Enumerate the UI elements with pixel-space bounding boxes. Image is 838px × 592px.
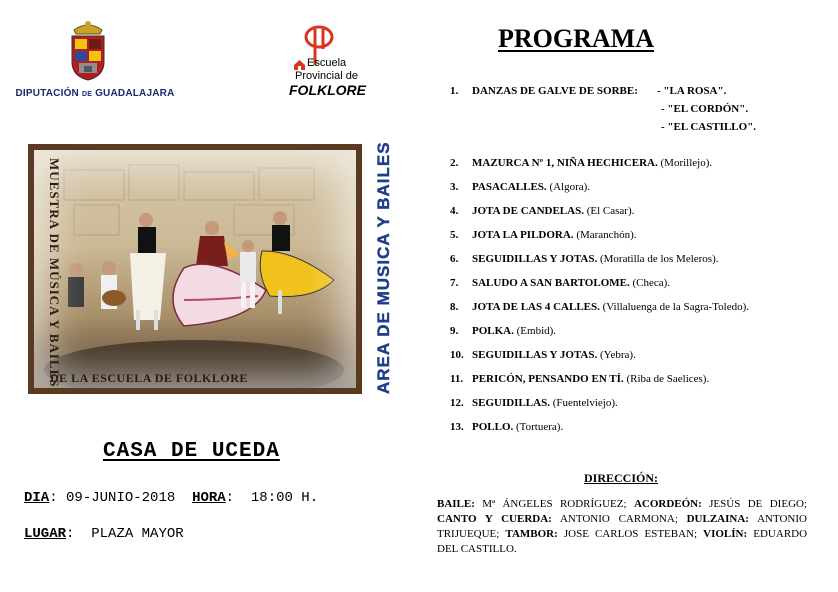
- program-item-title: POLLO.: [472, 421, 514, 433]
- program-item: [450, 373, 810, 387]
- program-item-text: [472, 277, 670, 289]
- programa-title: PROGRAMA: [498, 24, 654, 53]
- program-item-title: POLKA.: [472, 325, 514, 337]
- program-item: [450, 301, 810, 315]
- program-item-text: [472, 397, 618, 409]
- venue-title: CASA DE UCEDA: [103, 440, 280, 463]
- time-value: 18:00 H.: [250, 490, 319, 506]
- credit-name: JESÚS DE DIEGO;: [709, 498, 808, 510]
- program-item-number: 10.: [450, 349, 464, 361]
- place-line: LUGAR: PLAZA MAYOR: [24, 526, 184, 542]
- program-item-text: [472, 253, 719, 265]
- program-item-origin: (Yebra).: [599, 349, 636, 361]
- program-item-title: SEGUIDILLAS Y JOTAS.: [472, 253, 598, 265]
- program-item-number: 1.: [450, 85, 459, 97]
- coat-of-arms-icon: [66, 18, 110, 82]
- credit-role: VIOLÍN:: [703, 528, 748, 540]
- escuela-folklore-logo: [285, 25, 380, 100]
- program-item-title: DANZAS DE GALVE DE SORBE:: [472, 85, 638, 97]
- program-item-origin: (Maranchón).: [576, 229, 637, 241]
- credit-name: ANTONIO CARMONA;: [559, 513, 678, 525]
- credit-name: Mª ÁNGELES RODRÍGUEZ;: [482, 498, 627, 510]
- area-vertical-title: AREA DE MUSICA Y BAILES: [374, 141, 393, 395]
- program-item-number: 7.: [450, 277, 459, 289]
- photo-vignette: [34, 150, 356, 388]
- program-item-number: 13.: [450, 421, 464, 433]
- program-item-text: [472, 301, 749, 313]
- credit-role: ACORDEÓN:: [633, 498, 702, 510]
- time-label: HORA: [192, 490, 226, 506]
- program-item-origin: (Moratilla de los Meleros).: [599, 253, 719, 265]
- program-item-origin: (Fuentelviejo).: [552, 397, 618, 409]
- credit-name: EDUARDO DEL CASTILLO.: [437, 528, 808, 555]
- program-item-number: 4.: [450, 205, 459, 217]
- program-subitem: - "EL CORDÓN".: [661, 103, 749, 115]
- program-item-title: SEGUIDILLAS Y JOTAS.: [472, 349, 598, 361]
- program-item-number: 12.: [450, 397, 464, 409]
- program-item-text: [472, 325, 556, 337]
- program-item-title: SEGUIDILLAS.: [472, 397, 550, 409]
- date-value: 09-JUNIO-2018: [66, 490, 176, 506]
- credit-name: JOSE CARLOS ESTEBAN;: [563, 528, 698, 540]
- dance-photo-image: [34, 150, 356, 388]
- program-item: [450, 85, 810, 99]
- place-value: PLAZA MAYOR: [91, 526, 184, 542]
- diputacion-logo: [10, 18, 180, 102]
- program-item: [450, 205, 810, 219]
- program-item-number: 6.: [450, 253, 459, 265]
- program-item-title: JOTA DE LAS 4 CALLES.: [472, 301, 600, 313]
- program-item-title: JOTA DE CANDELAS.: [472, 205, 584, 217]
- program-item: [450, 349, 810, 363]
- direccion-title: DIRECCIÓN:: [584, 471, 659, 485]
- program-item-title: PERICÓN, PENSANDO EN TÍ.: [472, 373, 624, 385]
- program-item: [450, 157, 810, 171]
- photo-side-caption: MUESTRA DE MÚSICA Y BAILES: [47, 158, 62, 388]
- credit-name: ANTONIO TRIJUEQUE;: [437, 513, 807, 540]
- place-label: LUGAR: [24, 526, 67, 542]
- program-item-number: 8.: [450, 301, 459, 313]
- date-time-line: DIA: 09-JUNIO-2018 HORA: 18:00 H.: [24, 490, 319, 506]
- folklore-line-2: Provincial de: [295, 70, 358, 82]
- program-item-number: 5.: [450, 229, 459, 241]
- program-item-title: SALUDO A SAN BARTOLOME.: [472, 277, 630, 289]
- program-item: [450, 229, 810, 243]
- program-item: [450, 325, 810, 339]
- program-item-text: [472, 349, 636, 361]
- program-item-number: 9.: [450, 325, 459, 337]
- credit-role: BAILE:: [437, 498, 475, 510]
- program-item-text: [472, 181, 590, 193]
- date-label: DIA: [24, 490, 50, 506]
- program-item: [450, 253, 810, 267]
- program-item-origin: (Tortuera).: [516, 421, 564, 433]
- program-item-title: PASACALLES.: [472, 181, 547, 193]
- program-item-title: JOTA LA PILDORA.: [472, 229, 574, 241]
- program-item: [450, 181, 810, 195]
- program-item-origin: (Checa).: [632, 277, 671, 289]
- program-item: [450, 397, 810, 411]
- program-item-origin: (Algora).: [549, 181, 591, 193]
- diputacion-name: DIPUTACIÓN DE GUADALAJARA: [15, 88, 175, 99]
- credit-role: DULZAINA:: [686, 513, 749, 525]
- program-item-number: 2.: [450, 157, 459, 169]
- credit-role: CANTO Y CUERDA:: [437, 513, 552, 525]
- program-item-origin: (Morillejo).: [660, 157, 713, 169]
- program-item-text: [472, 157, 712, 169]
- program-item-text: [472, 229, 636, 241]
- program-item-origin: (Riba de Saelices).: [626, 373, 710, 385]
- program-item: [450, 277, 810, 291]
- program-subitem: - "LA ROSA".: [657, 85, 727, 97]
- program-item-origin: (Embid).: [516, 325, 557, 337]
- program-item-number: 3.: [450, 181, 459, 193]
- program-item: [450, 421, 810, 435]
- program-item-title: MAZURCA Nº 1, NIÑA HECHICERA.: [472, 157, 658, 169]
- program-item-text: [472, 421, 563, 433]
- folklore-line-3: FOLKLORE: [289, 82, 366, 98]
- program-subitem: - "EL CASTILLO".: [661, 121, 757, 133]
- photo-bottom-caption: DE LA ESCUELA DE FOLKLORE: [50, 371, 248, 385]
- program-item-origin: (El Casar).: [586, 205, 635, 217]
- program-item-text: [472, 373, 709, 385]
- program-item-text: [472, 205, 634, 217]
- credits-paragraph: [437, 497, 807, 557]
- program-item-number: 11.: [450, 373, 464, 385]
- folklore-line-1: Escuela: [307, 57, 347, 69]
- dance-photo: [28, 144, 362, 394]
- credit-role: TAMBOR:: [505, 528, 558, 540]
- program-item-origin: (Villaluenga de la Sagra-Toledo).: [602, 301, 750, 313]
